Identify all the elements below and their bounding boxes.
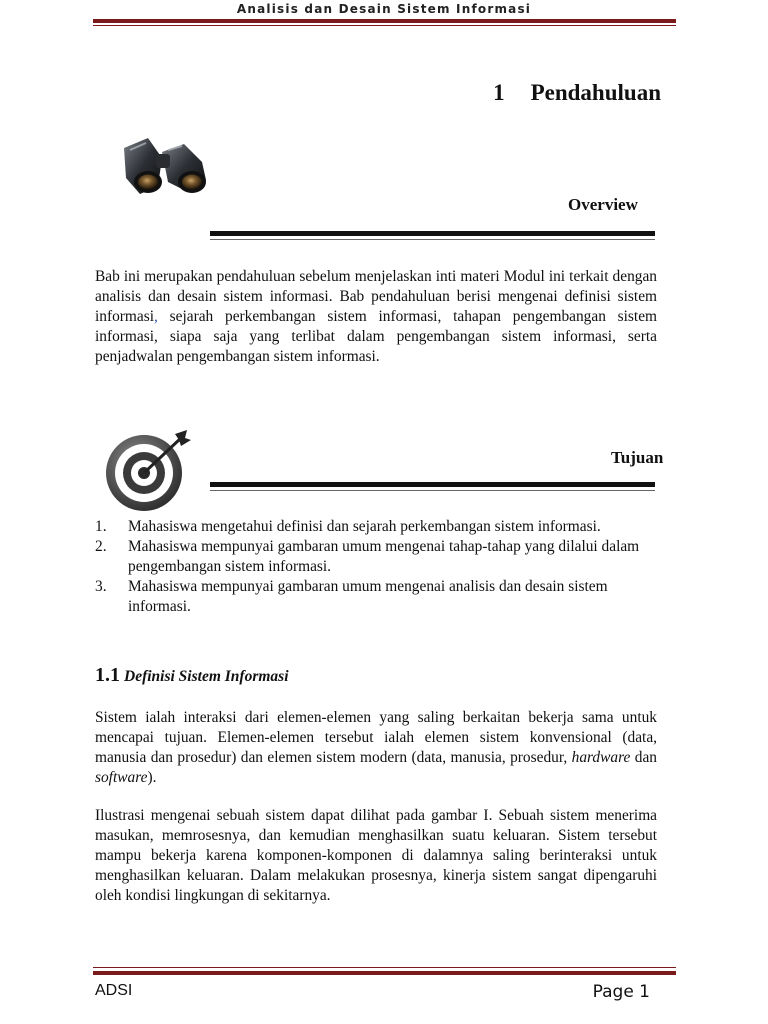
overview-comma: , — [154, 308, 158, 325]
definition-text: Sistem ialah interaksi dari elemen-elemen yang saling berkaitan bekerja sama untuk mencapai tujuan. Elemen-elemen tersebut ialah elemen sistem konvensional (data, manusia dan prosedur) dan elemen sistem modern (data, manusia, prosedur, — [95, 709, 657, 766]
running-header: Analisis dan Desain Sistem Informasi — [236, 2, 532, 16]
list-item-text: Mahasiswa mempunyai gambaran umum mengenai tahap-tahap yang dilalui dalam pengembangan sistem informasi. — [128, 538, 640, 575]
definition-paragraph — [95, 708, 657, 788]
list-item-number: 1. — [95, 518, 107, 535]
list-item-text: Mahasiswa mempunyai gambaran umum mengenai analisis dan desain sistem informasi. — [128, 578, 608, 615]
overview-paragraph — [95, 267, 657, 367]
chapter-number: 1 — [493, 80, 505, 105]
footer-course: ADSI — [95, 982, 133, 999]
definition-text-end: ). — [147, 769, 157, 786]
header-rule — [93, 19, 676, 23]
target-icon — [101, 428, 191, 512]
footer-rule — [93, 971, 676, 975]
overview-text: Bab ini merupakan pendahuluan sebelum menjelaskan inti materi Modul ini terkait dengan analisis dan desain sistem informasi. Bab pendahuluan berisi mengenai definisi sistem informasi — [95, 268, 657, 325]
subsection-heading — [95, 664, 289, 687]
page-number: Page 1 — [592, 982, 650, 1002]
overview-bar — [210, 231, 655, 236]
definition-text-and: dan — [630, 749, 657, 766]
tujuan-heading: Tujuan — [611, 448, 664, 467]
subsection-title: Definisi Sistem Informasi — [124, 668, 289, 685]
overview-bar-thin — [210, 239, 655, 240]
subsection-number: 1.1 — [95, 664, 120, 686]
illustration-paragraph: Ilustrasi mengenai sebuah sistem dapat dilihat pada gambar I. Sebuah sistem menerima masukan, memrosesnya, dan kemudian menghasilkan suatu keluaran. Sistem tersebut mampu bekerja karena komponen-komponen di dalamnya saling berinteraksi untuk menghasilkan keluaran. Dalam melakukan prosesnya, kinerja sistem sangat dipengaruhi oleh kondisi lingkungan di sekitarnya. — [95, 807, 657, 904]
header-rule-thin — [93, 25, 676, 26]
binoculars-icon — [118, 134, 212, 200]
footer-rule-thin — [93, 967, 676, 968]
overview-text-rest: sejarah perkembangan sistem informasi, tahapan pengembangan sistem informasi, siapa saja yang terlibat dalam pengembangan sistem informasi, serta penjadwalan pengembangan sistem informasi. — [95, 308, 657, 365]
chapter-name: Pendahuluan — [530, 80, 661, 105]
list-item-number: 2. — [95, 538, 107, 555]
overview-heading: Overview — [568, 195, 638, 214]
tujuan-bar — [210, 482, 655, 487]
software-term: software — [95, 769, 148, 786]
tujuan-bar-thin — [210, 490, 655, 491]
list-item-number: 3. — [95, 578, 107, 595]
hardware-term: hardware — [571, 749, 631, 766]
list-item — [95, 517, 657, 537]
list-item — [95, 537, 657, 577]
list-item-text: Mahasiswa mengetahui definisi dan sejarah perkembangan sistem informasi. — [128, 518, 601, 535]
list-item — [95, 577, 657, 617]
tujuan-list — [95, 517, 657, 617]
chapter-title — [493, 80, 661, 106]
